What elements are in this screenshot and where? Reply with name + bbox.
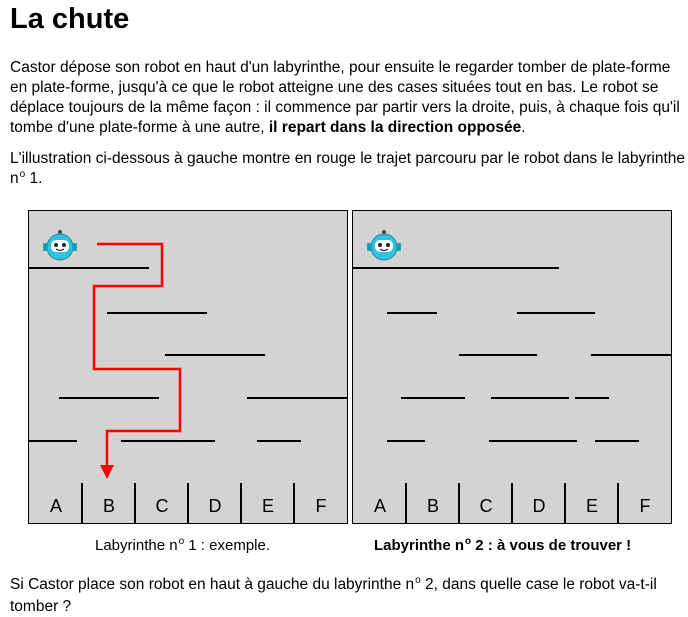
superscript-o: o (415, 575, 421, 586)
labyrinth-1-platforms (29, 268, 347, 441)
cell-label: F (315, 496, 327, 516)
cell-label: B (102, 496, 116, 516)
superscript-o: o (178, 536, 185, 547)
illustration-paragraph (10, 149, 686, 191)
illustration-text: L'illustration ci-dessous à gauche montre en rouge le trajet parcouru par le robot dans le labyrinthe n (10, 150, 686, 187)
cell-label[interactable]: A (373, 496, 387, 516)
labyrinth-1-drawing (29, 211, 347, 523)
page-title: La chute (10, 3, 130, 35)
superscript-o: o (465, 536, 472, 547)
cell-label[interactable]: F (639, 496, 651, 516)
caption-text: Labyrinthe n (374, 537, 465, 554)
labyrinth-1 (28, 210, 348, 524)
labyrinth-2-drawing (353, 211, 671, 523)
cell-label[interactable]: E (585, 496, 599, 516)
arrow-down-icon (100, 465, 114, 479)
caption-text-end: 1 : exemple. (184, 537, 271, 554)
illustration-text-end: 1. (25, 170, 43, 187)
labyrinth-2-platforms (353, 268, 671, 441)
intro-text: Castor dépose son robot en haut d'un labyrinthe, pour ensuite le regarder tomber de plate-forme en plate-forme, jusqu'à ce que le robot atteigne une des cases situées tout en bas. Le robot se déplace toujours de la même façon : il commence par partir vers la droite, puis, à chaque fois qu'il tombe d'une plate-forme à une autre, (10, 59, 680, 136)
labyrinth-2 (352, 210, 672, 524)
labyrinth-1-caption (95, 537, 270, 557)
intro-bold-text: il repart dans la direction opposée (268, 119, 522, 136)
cell-label: C (155, 496, 169, 516)
superscript-o: o (19, 169, 26, 180)
intro-paragraph (10, 58, 686, 138)
robot-icon (367, 230, 401, 260)
cell-label: E (261, 496, 275, 516)
cell-label[interactable]: B (426, 496, 440, 516)
question-text-end: 2, dans quelle case le robot va-t-il tomber ? (10, 576, 657, 615)
cell-label[interactable]: C (479, 496, 493, 516)
cell-label[interactable]: D (532, 496, 546, 516)
labyrinth-2-caption (374, 537, 631, 557)
question-text: Si Castor place son robot en haut à gauche du labyrinthe n (10, 576, 415, 593)
robot-icon (43, 230, 77, 260)
intro-text-end: . (521, 119, 526, 136)
caption-text-end: 2 : à vous de trouver ! (471, 537, 632, 554)
question-paragraph (10, 575, 686, 617)
caption-text: Labyrinthe n (95, 537, 178, 554)
cell-label: D (208, 496, 222, 516)
cell-label: A (49, 496, 63, 516)
